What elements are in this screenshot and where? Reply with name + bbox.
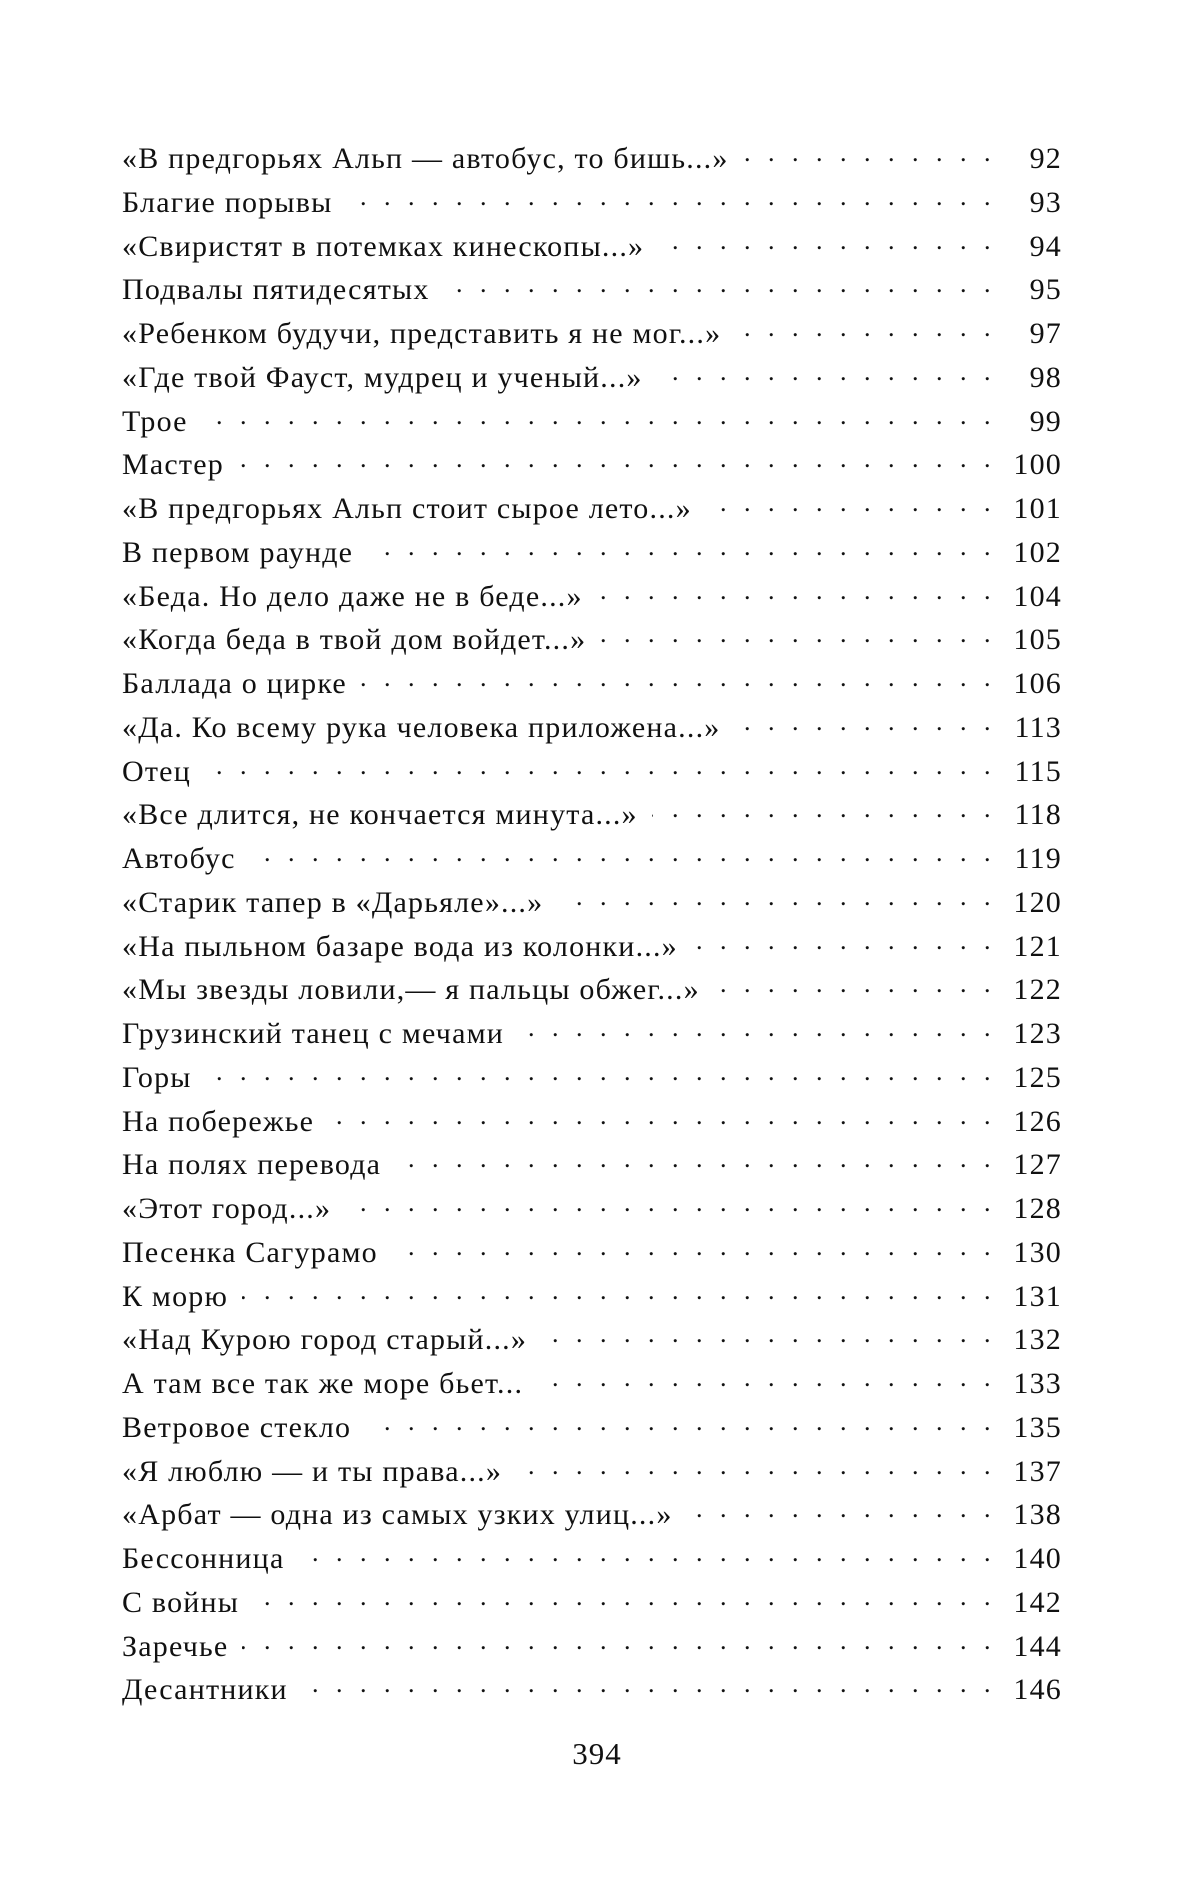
dot-leader — [365, 1407, 996, 1437]
toc-entry-title: Грузинский танец с мечами — [122, 1017, 505, 1050]
toc-entry — [122, 357, 1062, 401]
dot-leader — [346, 182, 996, 212]
toc-entry-page: 122 — [1013, 973, 1062, 1007]
dot-leader — [392, 1232, 996, 1262]
toc-entry-title: С войны — [122, 1585, 240, 1619]
dot-leader — [735, 313, 996, 343]
dot-leader — [345, 1188, 996, 1218]
toc-entry-page: 105 — [1013, 623, 1062, 657]
toc-entry-page: 113 — [1014, 710, 1062, 744]
dot-leader — [714, 969, 996, 999]
toc-entry-page: 127 — [1013, 1148, 1062, 1182]
dot-leader — [395, 1144, 996, 1174]
dot-leader — [253, 1582, 996, 1612]
toc-entry — [122, 1451, 1062, 1495]
toc-entry-page: 123 — [1013, 1017, 1062, 1050]
toc-entry-page: 99 — [1029, 404, 1062, 438]
toc-entry — [122, 838, 1062, 882]
dot-leader — [652, 794, 996, 824]
toc-entry-title: К морю — [122, 1279, 229, 1313]
toc-entry-title: Трое — [122, 404, 188, 438]
dot-leader — [706, 488, 996, 518]
toc-entry — [122, 1407, 1062, 1451]
toc-entry-title: Отец — [122, 754, 191, 788]
toc-entry-page: 118 — [1014, 798, 1062, 832]
toc-entry-page: 131 — [1013, 1279, 1062, 1313]
toc-entry-title: «Арбат — одна из самых узких улиц...» — [122, 1498, 673, 1532]
dot-leader — [518, 1013, 996, 1043]
toc-entry-title: «Мы звезды ловили,— я пальцы обжег...» — [122, 973, 700, 1007]
toc-entry-title: Ветровое стекло — [122, 1410, 352, 1444]
toc-entry — [122, 1057, 1062, 1101]
dot-leader — [302, 1669, 996, 1699]
toc-entry-page: 121 — [1013, 929, 1062, 963]
toc-entry-title: Заречье — [122, 1629, 229, 1663]
toc-entry — [122, 1013, 1062, 1057]
toc-entry-title: «На пыльном базаре вода из колонки...» — [122, 929, 678, 963]
dot-leader — [250, 838, 996, 868]
dot-leader — [600, 619, 996, 649]
toc-entry-title: «Этот город...» — [122, 1192, 332, 1225]
toc-entry-title: «В предгорьях Альп стоит сырое лето...» — [122, 492, 692, 525]
dot-leader — [557, 882, 996, 912]
toc-entry-page: 93 — [1029, 185, 1062, 219]
dot-leader — [537, 1363, 996, 1393]
toc-entry-title: Песенка Сагурамо — [122, 1235, 378, 1269]
dot-leader — [205, 751, 996, 781]
toc-entry-page: 130 — [1013, 1235, 1062, 1269]
dot-leader — [692, 926, 996, 956]
toc-entry-title: «Ребенком будучи, представить я не мог...» — [122, 317, 722, 350]
toc-entry — [122, 1669, 1062, 1713]
toc-entry-page: 104 — [1013, 579, 1062, 613]
dot-leader — [734, 707, 996, 737]
dot-leader — [541, 1319, 996, 1349]
toc-entry-title: Горы — [122, 1060, 192, 1094]
toc-entry — [122, 1363, 1062, 1407]
dot-leader — [657, 357, 996, 387]
toc-entry-title: Автобус — [122, 842, 236, 875]
toc-entry-page: 106 — [1013, 667, 1062, 700]
toc-entry-title: Подвалы пятидесятых — [122, 273, 430, 307]
toc-entry — [122, 1626, 1062, 1670]
toc-entry-page: 100 — [1013, 448, 1062, 482]
dot-leader — [743, 138, 996, 168]
toc-entry-page: 98 — [1029, 360, 1062, 394]
toc-entry-page: 119 — [1014, 842, 1062, 875]
toc-entry-title: «Старик тапер в «Дарьяле»...» — [122, 885, 544, 919]
toc-entry-title: «В предгорьях Альп — автобус, то бишь...» — [122, 142, 729, 175]
toc-entry — [122, 969, 1062, 1013]
toc-entry-page: 137 — [1013, 1454, 1062, 1488]
toc-entry — [122, 1319, 1062, 1363]
toc-entry — [122, 444, 1062, 488]
toc-entry — [122, 1582, 1062, 1626]
toc-entry — [122, 401, 1062, 445]
toc-entry-title: Бессонница — [122, 1542, 285, 1575]
toc-entry — [122, 313, 1062, 357]
toc-entry — [122, 663, 1062, 707]
toc-entry-title: На полях перевода — [122, 1148, 382, 1182]
toc-entry-title: «Где твой Фауст, мудрец и ученый...» — [122, 360, 643, 394]
toc-entry-page: 126 — [1013, 1104, 1062, 1138]
toc-entry — [122, 1188, 1062, 1232]
toc-entry — [122, 182, 1062, 226]
toc-entry-page: 132 — [1013, 1323, 1062, 1357]
toc-entry — [122, 1494, 1062, 1538]
toc-entry — [122, 1232, 1062, 1276]
dot-leader — [242, 1276, 996, 1306]
toc-entry — [122, 1101, 1062, 1145]
toc-entry — [122, 1276, 1062, 1320]
toc-entry — [122, 794, 1062, 838]
toc-entry-title: Баллада о цирке — [122, 667, 347, 700]
toc-entry — [122, 1144, 1062, 1188]
dot-leader — [597, 576, 996, 606]
dot-leader — [658, 226, 996, 256]
toc-entry-page: 138 — [1013, 1498, 1062, 1532]
toc-entry — [122, 707, 1062, 751]
toc-entry-page: 146 — [1013, 1673, 1062, 1707]
toc-entry-page: 135 — [1013, 1410, 1062, 1444]
toc-entry-page: 142 — [1013, 1585, 1062, 1619]
toc-entry-title: А там все так же море бьет... — [122, 1367, 524, 1400]
dot-leader — [242, 1626, 996, 1656]
dot-leader — [298, 1538, 996, 1568]
toc-entry — [122, 226, 1062, 270]
toc-entry-title: На побережье — [122, 1104, 315, 1138]
toc-entry — [122, 269, 1062, 313]
toc-entry-title: «Свиристят в потемках кинескопы...» — [122, 229, 645, 263]
toc-entry-page: 125 — [1013, 1060, 1062, 1094]
dot-leader — [516, 1451, 996, 1481]
toc-entry-page: 95 — [1029, 273, 1062, 307]
toc-entry-page: 120 — [1013, 885, 1062, 919]
toc-entry-title: «Когда беда в твой дом войдет...» — [122, 623, 587, 657]
dot-leader — [361, 663, 996, 693]
toc-entry-title: «Все длится, не кончается минута...» — [122, 798, 638, 832]
toc-entry — [122, 576, 1062, 620]
dot-leader — [328, 1101, 996, 1131]
toc-entry — [122, 619, 1062, 663]
toc-entry-page: 102 — [1013, 535, 1062, 569]
toc-entry-title: Десантники — [122, 1673, 288, 1707]
page-number: 394 — [572, 1736, 622, 1771]
toc-entry-title: Мастер — [122, 448, 224, 482]
dot-leader — [206, 1057, 996, 1087]
toc-entry-title: «Я люблю — и ты права...» — [122, 1454, 503, 1488]
toc-entry-page: 101 — [1013, 492, 1062, 525]
table-of-contents — [122, 138, 1062, 1713]
toc-entry-page: 128 — [1013, 1192, 1062, 1225]
toc-entry-page: 115 — [1014, 754, 1062, 788]
toc-entry-page: 144 — [1013, 1629, 1062, 1663]
toc-entry — [122, 532, 1062, 576]
toc-entry-page: 94 — [1029, 229, 1062, 263]
toc-entry-title: «Да. Ко всему рука человека приложена...» — [122, 710, 721, 744]
dot-leader — [367, 532, 996, 562]
toc-entry — [122, 882, 1062, 926]
toc-entry-title: В первом раунде — [122, 535, 354, 569]
dot-leader — [444, 269, 996, 299]
toc-entry — [122, 488, 1062, 532]
toc-entry-page: 140 — [1013, 1542, 1062, 1575]
toc-entry-title: «Беда. Но дело даже не в беде...» — [122, 579, 583, 613]
toc-entry — [122, 1538, 1062, 1582]
toc-entry-title: Благие порывы — [122, 185, 333, 219]
toc-entry-page: 133 — [1013, 1367, 1062, 1400]
toc-entry-page: 92 — [1029, 142, 1062, 175]
toc-entry — [122, 751, 1062, 795]
toc-entry — [122, 926, 1062, 970]
dot-leader — [687, 1494, 996, 1524]
dot-leader — [202, 401, 996, 431]
toc-entry-title: «Над Курою город старый...» — [122, 1323, 528, 1357]
toc-entry — [122, 138, 1062, 182]
dot-leader — [238, 444, 996, 474]
toc-entry-page: 97 — [1029, 317, 1062, 350]
